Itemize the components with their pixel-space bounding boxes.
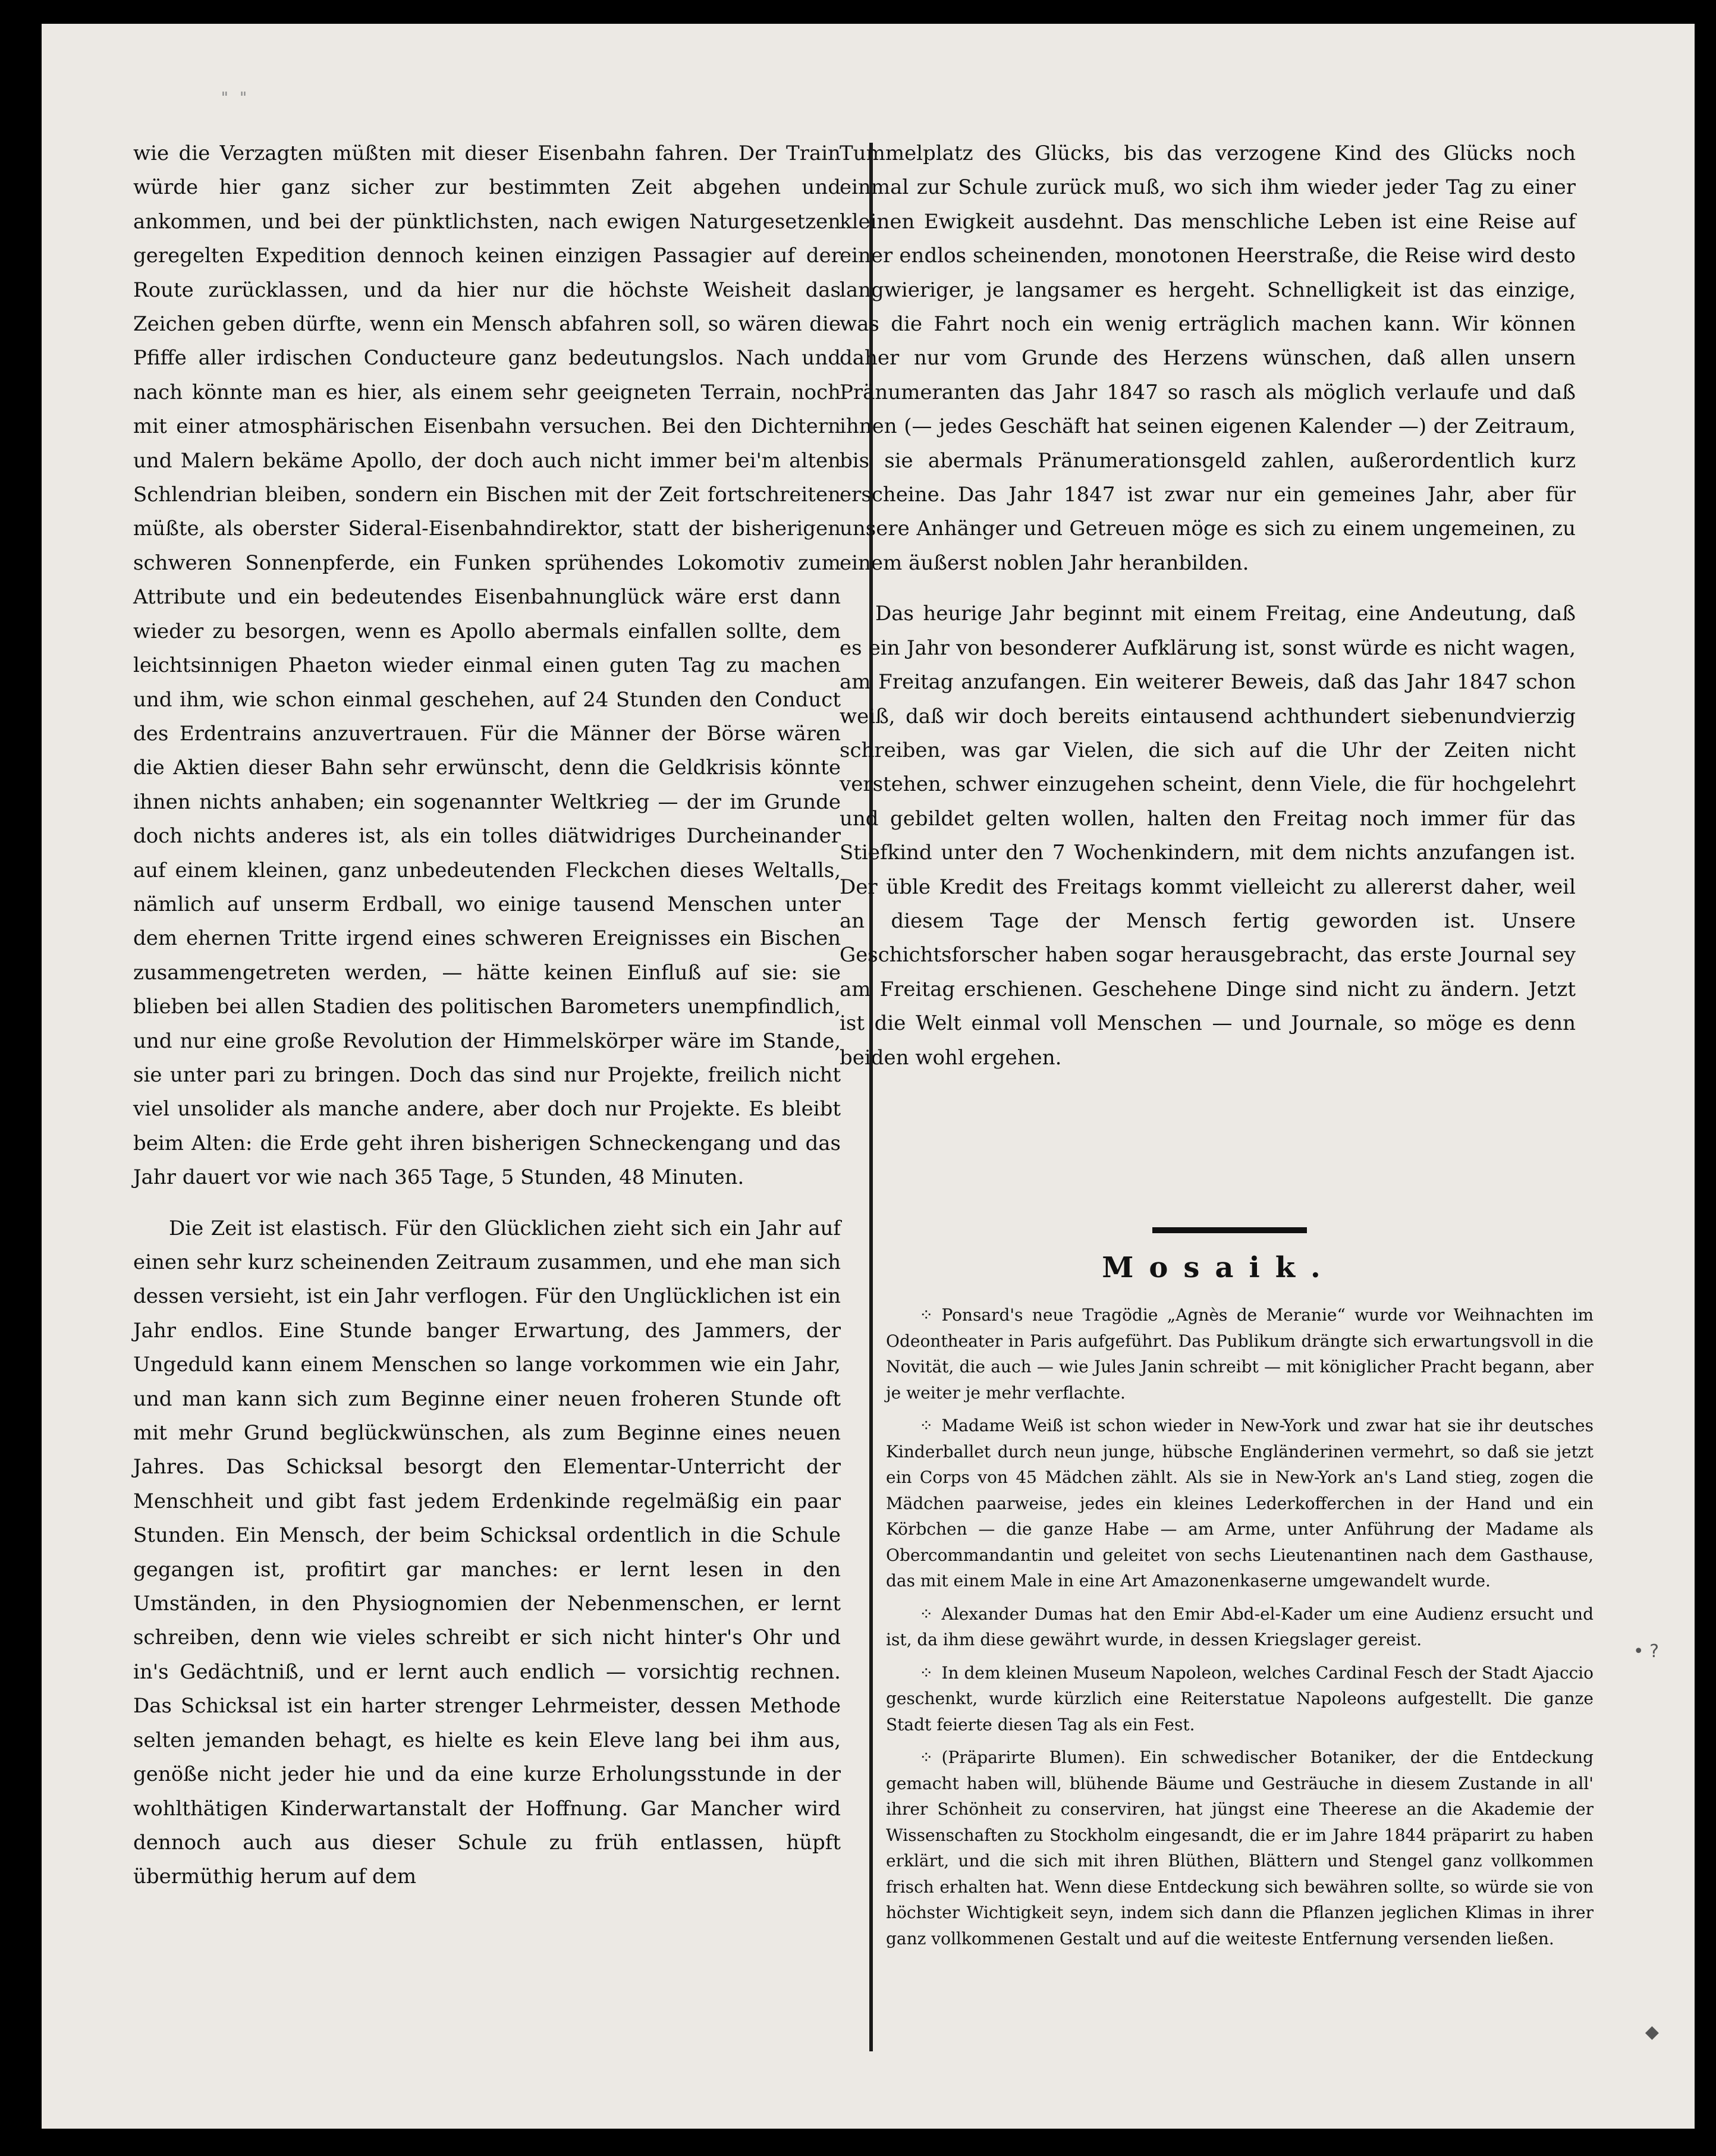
bullet-icon: ⁘ [919,1416,934,1435]
bullet-icon: ⁘ [919,1662,934,1683]
bullet-icon: ⁘ [919,1604,934,1624]
scan-border-right [1695,0,1716,2156]
mosaic-item [886,1302,1594,1406]
mosaic-item [886,1413,1594,1594]
right-paragraph-1: Tummelplatz des Glücks, bis das verzogene Kind des Glücks noch einmal zur Schule zurück muß, wo sich ihm wieder jeder Tag zu einer kleinen Ewigkeit ausdehnt. Das menschliche Leben ist eine Reise auf einer endlos scheinenden, monotonen Heerstraße, die Reise wird desto langwieriger, je langsamer es hergeht. Schnelligkeit ist das einzige, was die Fahrt noch ein wenig erträglich machen kann. Wir können daher nur vom Grunde des Herzens wünschen, daß allen unsern Pränumeranten das Jahr 1847 so rasch als möglich verlaufe und daß ihnen (— jedes Geschäft hat seinen eigenen Kalender —) der Zeitraum, bis sie abermals Pränumerationsgeld zahlen, außerordentlich kurz erscheine. Das Jahr 1847 ist zwar nur ein gemeines Jahr, aber für unsere Anhänger und Getreuen möge es sich zu einem ungemeinen, zu einem äußerst noblen Jahr heranbilden. [840,142,1576,575]
left-column [133,137,841,1894]
mosaic-item-text: (Präparirte Blumen). Ein schwedischer Botaniker, der die Entdeckung gemacht haben will, blühende Bäume und Gesträuche in diesem Zustande in all' ihrer Schönheit zu conserviren, hat jüngst eine Theerese an die Akademie der Wissenschaften zu Stockholm eingesandt, die er im Jahre 1844 präparirt zu haben erklärt, und die sich mit ihren Blüthen, Blättern und Stengel ganz vollkommen frisch erhalten hat. Wenn diese Entdeckung sich bewähren sollte, so würde sie von höchster Wichtigkeit seyn, indem sich dann die Pflanzen jeglichen Klimas in ihrer ganz vollkommenen Gestalt und auf die weiteste Entfernung versenden ließen. [886,1748,1594,1948]
mosaic-item-text: Ponsard's neue Tragödie „Agnès de Meranie“ wurde vor Weihnachten im Odeontheater in Paris aufgeführt. Das Publikum drängte sich erwartungsvoll in die Novität, die auch — wie Jules Janin schreibt — mit königlicher Pracht begann, aber je weiter je mehr verflachte. [886,1305,1594,1403]
mosaic-item-text: Alexander Dumas hat den Emir Abd-el-Kader um eine Audienz ersucht und ist, da ihm diese gewährt wurde, in dessen Kriegslager gereist. [886,1604,1594,1649]
edge-mark: ◆ [1645,2022,1659,2042]
left-paragraph-2: Die Zeit ist elastisch. Für den Glücklichen zieht sich ein Jahr auf einen sehr kurz scheinenden Zeitraum zusammen, und ehe man sich dessen versieht, ist ein Jahr verflogen. Für den Unglücklichen ist ein Jahr endlos. Eine Stunde banger Erwartung, des Jammers, der Ungeduld kann einem Menschen so lange vorkommen wie ein Jahr, und man kann sich zum Beginne einer neuen froheren Stunde oft mit mehr Grund beglückwünschen, als zum Beginne eines neuen Jahres. Das Schicksal besorgt den Elementar-Unterricht der Menschheit und gibt fast jedem Erdenkinde regelmäßig ein paar Stunden. Ein Mensch, der beim Schicksal ordentlich in die Schule gegangen ist, profitirt gar manches: er lernt lesen in den Umständen, in den Physiognomien der Nebenmenschen, er lernt schreiben, denn wie vieles schreibt er sich nicht hinter's Ohr und in's Gedächtniß, und er lernt auch endlich — vorsichtig rechnen. Das Schicksal ist ein harter strenger Lehrmeister, dessen Methode selten jemanden behagt, es hielte es kein Eleve lang bei ihm aus, genöße nicht jeder hie und da eine kurze Erholungsstunde in der wohlthätigen Kinderwartanstalt der Hoffnung. Gar Mancher wird dennoch auch aus dieser Schule zu früh entlassen, hüpft übermüthig herum auf dem [133,1216,841,1889]
newspaper-page [42,24,1695,2129]
mosaic-rule [1152,1227,1307,1233]
mosaic-section [886,1302,1594,1959]
mosaic-item-text: Madame Weiß ist schon wieder in New-York und zwar hat sie ihr deutsches Kinderballet durch neun junge, hübsche Engländerinen vermehrt, so daß sie jetzt ein Corps von 45 Mädchen zählt. Als sie in New-York an's Land stieg, zogen die Mädchen paarweise, jedes ein kleines Lederkofferchen in der Hand und ein Körbchen — die ganze Habe — am Arme, unter Anführung der Madame als Obercommandantin und geleitet von sechs Lieutenantinen nach dem Gasthause, das mit einem Male in eine Art Amazonenkaserne umgewandelt wurde. [886,1416,1594,1591]
mosaic-item [886,1745,1594,1951]
scan-border-left [0,0,42,2156]
mosaic-item-text: In dem kleinen Museum Napoleon, welches Cardinal Fesch der Stadt Ajaccio geschenkt, wurde kürzlich eine Reiterstatue Napoleons aufgestellt. Die ganze Stadt feierte diesen Tag als ein Fest. [886,1662,1594,1734]
left-paragraph-1: wie die Verzagten müßten mit dieser Eisenbahn fahren. Der Train würde hier ganz sicher zur bestimmten Zeit abgehen und ankommen, und bei der pünktlichsten, nach ewigen Naturgesetzen geregelten Expedition dennoch keinen einzigen Passagier auf der Route zurücklassen, und da hier nur die höchste Weisheit das Zeichen geben dürfte, wenn ein Mensch abfahren soll, so wären die Pfiffe aller irdischen Conducteure ganz bedeutungslos. Nach und nach könnte man es hier, als einem sehr geeigneten Terrain, noch mit einer atmosphärischen Eisenbahn versuchen. Bei den Dichtern und Malern bekäme Apollo, der doch auch nicht immer bei'm alten Schlendrian bleiben, sondern ein Bischen mit der Zeit fortschreiten müßte, als oberster Sideral-Eisenbahndirektor, statt der bisherigen schweren Sonnenpferde, ein Funken sprühendes Lokomotiv zum Attribute und ein bedeutendes Eisenbahnunglück wäre erst dann wieder zu besorgen, wenn es Apollo abermals einfallen sollte, dem leichtsinnigen Phaeton wieder einmal einen guten Tag zu machen und ihm, wie schon einmal geschehen, auf 24 Stunden den Conduct des Erdentrains anzuvertrauen. Für die Männer der Börse wären die Aktien dieser Bahn sehr erwünscht, denn die Geldkrisis könnte ihnen nichts anhaben; ein sogenannter Weltkrieg — der im Grunde doch nichts anderes ist, als ein tolles diätwidriges Durcheinander auf einem kleinen, ganz unbedeutenden Fleckchen dieses Weltalls, nämlich auf unserm Erdball, wo einige tausend Menschen unter dem ehernen Tritte irgend eines schweren Ereignisses ein Bischen zusammengetreten werden, — hätte keinen Einfluß auf sie: sie blieben bei allen Stadien des politischen Barometers unempfindlich, und nur eine große Revolution der Himmelskörper wäre im Stande, sie unter pari zu bringen. Doch das sind nur Projekte, freilich nicht viel unsolider als manche andere, aber doch nur Projekte. Es bleibt beim Alten: die Erde geht ihren bisherigen Schneckengang und das Jahr dauert vor wie nach 365 Tage, 5 Stunden, 48 Minuten. [133,142,841,1190]
right-paragraph-2: Das heurige Jahr beginnt mit einem Freitag, eine Andeutung, daß es ein Jahr von besonderer Aufklärung ist, sonst würde es nicht wagen, am Freitag anzufangen. Ein weiterer Beweis, daß das Jahr 1847 schon weiß, daß wir doch bereits eintausend achthundert siebenundvierzig schreiben, was gar Vielen, die sich auf die Uhr der Zeiten nicht verstehen, schwer einzugehen scheint, denn Viele, die für hochgelehrt und gebildet gelten wollen, halten den Freitag noch immer für das Stiefkind unter den 7 Wochenkindern, mit dem nichts anzufangen ist. Der üble Kredit des Freitags kommt vielleicht zu allererst daher, weil an diesem Tage der Mensch fertig geworden ist. Unsere Geschichtsforscher haben sogar herausgebracht, das erste Journal sey am Freitag erschienen. Geschehene Dinge sind nicht zu ändern. Jetzt ist die Welt einmal voll Menschen — und Journale, so möge es denn beiden wohl ergehen. [840,602,1576,1070]
mosaic-item [886,1601,1594,1653]
mosaic-heading: Mosaik. [1102,1251,1336,1284]
bullet-icon: ⁘ [919,1305,934,1325]
top-marks: " " [220,89,248,107]
right-column [840,137,1576,1075]
mosaic-item [886,1660,1594,1738]
bullet-icon: ⁘ [919,1748,934,1767]
edge-mark: • ? [1633,1641,1659,1662]
